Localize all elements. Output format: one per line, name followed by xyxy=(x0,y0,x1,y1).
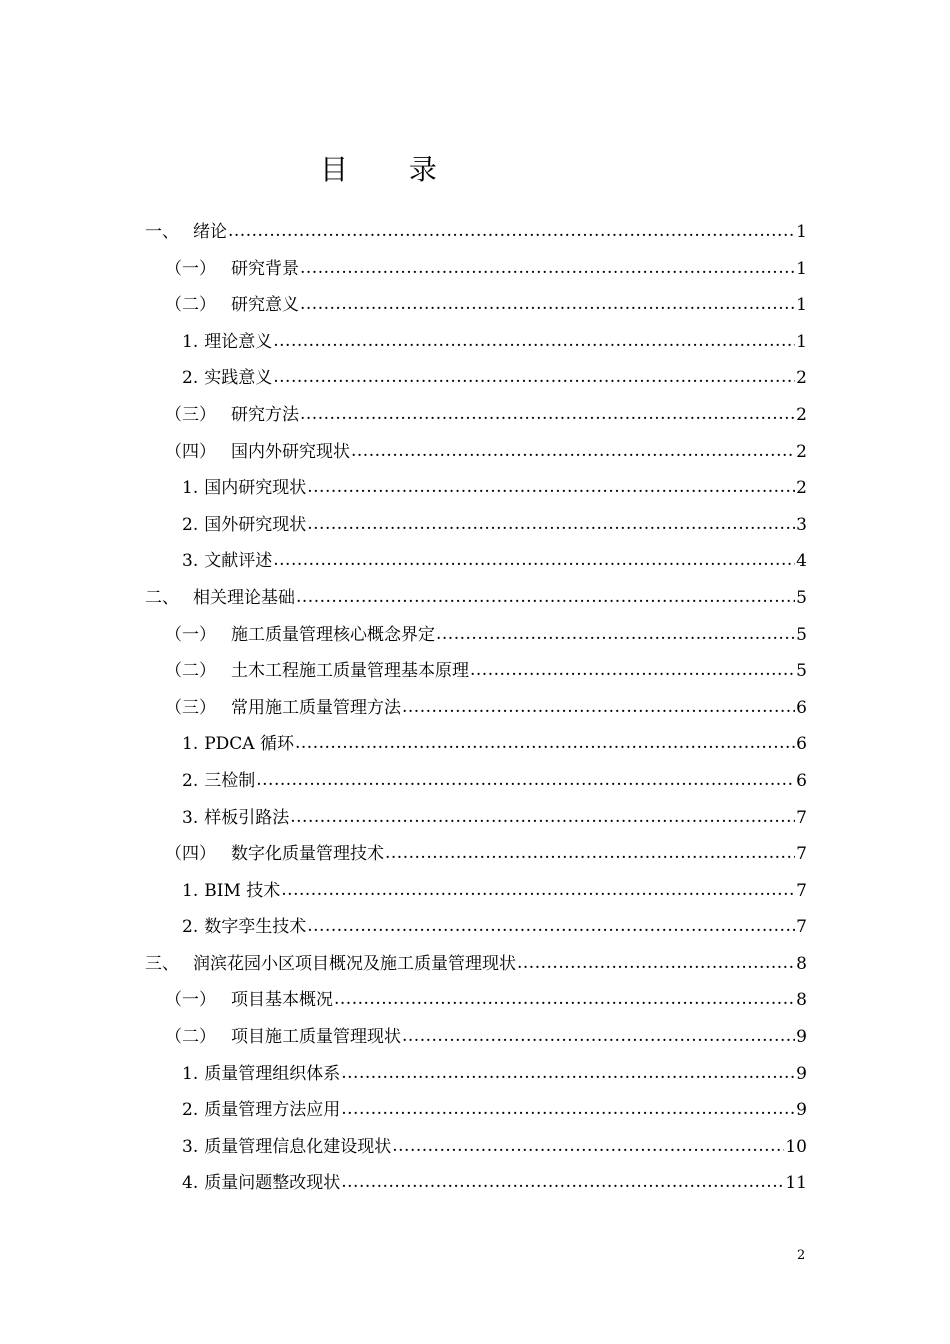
toc-dot-leader xyxy=(334,981,795,1018)
toc-dot-leader xyxy=(296,579,795,616)
toc-entry-title: 常用施工质量管理方法 xyxy=(231,697,401,718)
toc-title: 目 录 xyxy=(320,153,463,186)
toc-dot-leader xyxy=(273,359,795,396)
toc-dot-leader xyxy=(402,1018,795,1055)
toc-dot-leader xyxy=(300,396,795,433)
toc-entry-title: 文献评述 xyxy=(204,551,273,572)
toc-entry[interactable] xyxy=(145,287,807,324)
toc-dot-leader xyxy=(307,908,795,945)
toc-entry-number: 二、 xyxy=(145,587,179,608)
toc-entry[interactable] xyxy=(145,214,807,251)
toc-entry-page: 1 xyxy=(796,295,807,316)
toc-dot-leader xyxy=(341,1164,784,1201)
toc-entry-page: 9 xyxy=(796,1027,807,1048)
toc-entry-page: 5 xyxy=(796,587,807,608)
toc-entry-title: 国内研究现状 xyxy=(204,478,307,499)
toc-entry[interactable] xyxy=(145,543,807,580)
toc-dot-leader xyxy=(228,213,795,250)
toc-entry-page: 1 xyxy=(796,258,807,279)
toc-entry-number: （四） xyxy=(165,844,216,865)
toc-entry-number: 4. xyxy=(182,1173,199,1194)
toc-entry-number: 2. xyxy=(182,917,199,938)
toc-dot-leader xyxy=(273,323,795,360)
toc-entry[interactable] xyxy=(145,1165,807,1202)
toc-entry-page: 7 xyxy=(796,807,807,828)
toc-entry-title: 数字化质量管理技术 xyxy=(231,844,384,865)
toc-dot-leader xyxy=(290,799,795,836)
toc-entry-page: 8 xyxy=(796,953,807,974)
toc-entry-number: 1. xyxy=(182,880,199,901)
toc-entry[interactable] xyxy=(145,1056,807,1093)
toc-entry[interactable] xyxy=(145,1092,807,1129)
toc-dot-leader xyxy=(281,872,795,909)
toc-entry[interactable] xyxy=(145,470,807,507)
toc-entry[interactable] xyxy=(145,1129,807,1166)
toc-entry[interactable] xyxy=(145,507,807,544)
toc-entry-page: 1 xyxy=(796,331,807,352)
toc-entry-page: 4 xyxy=(796,551,807,572)
toc-entry-page: 2 xyxy=(796,404,807,425)
toc-dot-leader xyxy=(436,616,795,653)
toc-entry-title: 理论意义 xyxy=(204,331,273,352)
toc-entry-page: 8 xyxy=(796,990,807,1011)
toc-dot-leader xyxy=(256,762,795,799)
toc-entry-title: 三检制 xyxy=(204,770,256,791)
toc-entry-number: （一） xyxy=(165,624,216,645)
toc-entry[interactable] xyxy=(145,946,807,983)
toc-entry-number: （二） xyxy=(165,661,216,682)
toc-entry[interactable] xyxy=(145,690,807,727)
toc-entry[interactable] xyxy=(145,873,807,910)
toc-entry-page: 2 xyxy=(796,368,807,389)
toc-dot-leader xyxy=(517,945,795,982)
toc-entry-page: 2 xyxy=(796,478,807,499)
toc-entry-title: 国外研究现状 xyxy=(204,514,307,535)
toc-dot-leader xyxy=(392,1128,784,1165)
page-number: 2 xyxy=(797,1248,806,1263)
toc-entry-title: 土木工程施工质量管理基本原理 xyxy=(231,661,469,682)
toc-entry-number: 3. xyxy=(182,551,199,572)
toc-entry-title: 润滨花园小区项目概况及施工质量管理现状 xyxy=(193,953,516,974)
toc-entry-number: 一、 xyxy=(145,222,179,242)
toc-entry-number: （四） xyxy=(165,441,216,462)
toc-entry-page: 7 xyxy=(796,844,807,865)
toc-dot-leader xyxy=(385,835,795,872)
toc-dot-leader xyxy=(273,542,795,579)
toc-entry[interactable] xyxy=(145,617,807,654)
toc-entry-page: 1 xyxy=(796,222,807,242)
toc-entry-title: 研究意义 xyxy=(231,295,299,316)
toc-entry-number: 2. xyxy=(182,770,199,791)
toc-entry-title: BIM 技术 xyxy=(204,880,281,901)
toc-dot-leader xyxy=(300,250,795,287)
toc-entry-number: 1. xyxy=(182,331,199,352)
toc-entry-title: 绪论 xyxy=(193,222,227,242)
toc-entry-title: 研究方法 xyxy=(231,404,299,425)
toc-entry-page: 5 xyxy=(796,661,807,682)
toc-entry-number: 1. xyxy=(182,478,199,499)
toc-entry-title: 项目施工质量管理现状 xyxy=(231,1027,401,1048)
toc-entry-number: 3. xyxy=(182,807,199,828)
toc-entry-title: 研究背景 xyxy=(231,258,299,279)
toc-entry[interactable] xyxy=(145,1019,807,1056)
toc-entry[interactable] xyxy=(145,580,807,617)
toc-entry-title: 质量管理方法应用 xyxy=(204,1100,341,1121)
toc-entry-page: 3 xyxy=(796,514,807,535)
toc-entry-page: 7 xyxy=(796,917,807,938)
toc-entry[interactable] xyxy=(145,800,807,837)
toc-entry-title: 质量问题整改现状 xyxy=(204,1173,341,1194)
toc-dot-leader xyxy=(307,506,795,543)
toc-entry-page: 6 xyxy=(796,734,807,755)
toc-dot-leader xyxy=(402,689,795,726)
toc-dot-leader xyxy=(341,1091,795,1128)
toc-entry[interactable] xyxy=(145,360,807,397)
toc-entry-page: 6 xyxy=(796,697,807,718)
toc-entry-title: 数字孪生技术 xyxy=(204,917,307,938)
toc-entry-number: （三） xyxy=(165,697,216,718)
toc-entry-title: 实践意义 xyxy=(204,368,273,389)
toc-entry-number: 三、 xyxy=(145,953,179,974)
toc-entry-number: （二） xyxy=(165,295,216,316)
toc-entry-number: （二） xyxy=(165,1027,216,1048)
toc-entry-page: 2 xyxy=(796,441,807,462)
toc-entry[interactable] xyxy=(145,397,807,434)
toc-entry-number: 1. xyxy=(182,734,199,755)
toc-entry[interactable] xyxy=(145,836,807,873)
toc-entry-title: 国内外研究现状 xyxy=(231,441,350,462)
toc-entry-page: 6 xyxy=(796,770,807,791)
toc-dot-leader xyxy=(470,652,795,689)
toc-entry[interactable] xyxy=(145,982,807,1019)
toc-entry-title: 样板引路法 xyxy=(204,807,290,828)
toc-entry-number: （三） xyxy=(165,404,216,425)
toc-entry-title: 相关理论基础 xyxy=(193,587,295,608)
toc-entry-number: 2. xyxy=(182,1100,199,1121)
toc-entry-title: 质量管理组织体系 xyxy=(204,1063,341,1084)
table-of-contents xyxy=(145,214,807,1202)
toc-entry-page: 10 xyxy=(785,1136,807,1157)
toc-entry-title: 项目基本概况 xyxy=(231,990,333,1011)
toc-entry[interactable] xyxy=(145,434,807,471)
toc-entry[interactable] xyxy=(145,653,807,690)
toc-dot-leader xyxy=(351,433,795,470)
toc-entry-title: 施工质量管理核心概念界定 xyxy=(231,624,435,645)
toc-dot-leader xyxy=(300,286,795,323)
toc-entry-page: 11 xyxy=(785,1173,807,1194)
toc-entry-number: 2. xyxy=(182,368,199,389)
toc-entry-number: 2. xyxy=(182,514,199,535)
toc-entry[interactable] xyxy=(145,763,807,800)
toc-entry-title: PDCA 循环 xyxy=(204,734,294,755)
toc-entry-title: 质量管理信息化建设现状 xyxy=(204,1136,392,1157)
toc-entry-page: 9 xyxy=(796,1100,807,1121)
toc-entry-number: （一） xyxy=(165,990,216,1011)
toc-dot-leader xyxy=(295,725,795,762)
toc-entry[interactable] xyxy=(145,324,807,361)
toc-dot-leader xyxy=(341,1055,795,1092)
toc-entry-page: 9 xyxy=(796,1063,807,1084)
toc-entry-number: （一） xyxy=(165,258,216,279)
toc-entry-number: 1. xyxy=(182,1063,199,1084)
toc-entry[interactable] xyxy=(145,726,807,763)
toc-entry-page: 7 xyxy=(796,880,807,901)
toc-entry[interactable] xyxy=(145,909,807,946)
toc-entry-page: 5 xyxy=(796,624,807,645)
toc-dot-leader xyxy=(307,469,795,506)
toc-entry[interactable] xyxy=(145,251,807,288)
toc-entry-number: 3. xyxy=(182,1136,199,1157)
